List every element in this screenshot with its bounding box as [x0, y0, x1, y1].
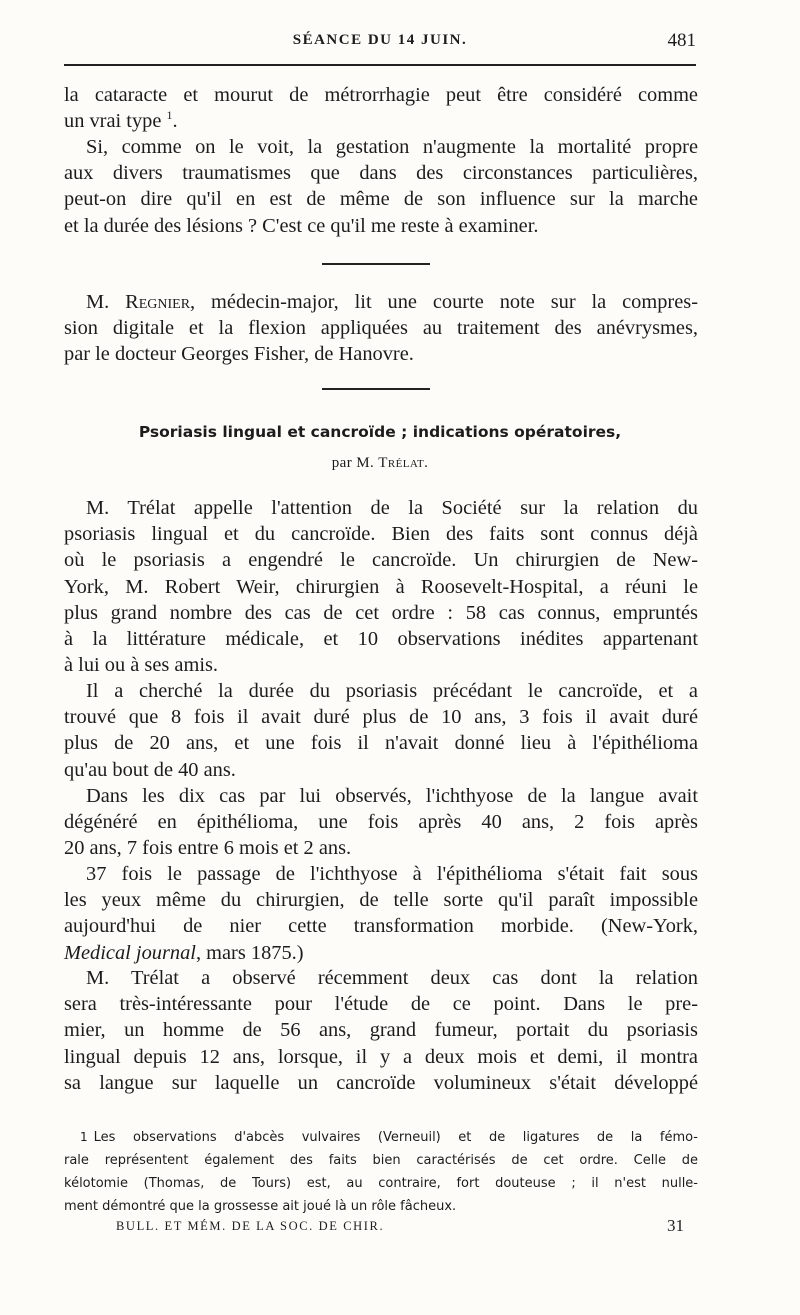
printer-signature: 31: [667, 1216, 684, 1235]
section-paragraph-2: [64, 678, 698, 783]
text-line: plus de 20 ans, et une fois il n'avait donné lieu à l'épithélioma: [64, 732, 698, 755]
text-line: 20 ans, 7 fois entre 6 mois et 2 ans.: [64, 837, 352, 860]
text-line: à lui ou à ses amis.: [64, 654, 219, 677]
text-line: [64, 940, 698, 966]
text-fragment: , mars 1875.): [195, 941, 304, 964]
text-line: York, M. Robert Weir, chirurgien à Roosevelt-Hospital, a réuni le: [64, 575, 698, 598]
text-fragment: .: [424, 455, 429, 471]
text-line: Il a cherché la durée du psoriasis précédant le cancroïde, et a: [86, 680, 698, 702]
footnote-line: [80, 1126, 698, 1149]
text-line: M. Trélat a observé récemment deux cas dont la relation: [86, 967, 698, 989]
text-line: M. Trélat appelle l'attention de la Société sur la relation du: [86, 497, 698, 519]
text-line: [64, 289, 698, 315]
text-line: [64, 108, 698, 134]
section-paragraph-4: [64, 861, 698, 966]
text-line: Si, comme on le voit, la gestation n'augmente la mortalité propre: [86, 136, 698, 158]
text-fragment: par M.: [331, 455, 379, 471]
text-line: lingual depuis 12 ans, lorsque, il y a deux mois et demi, il montra: [64, 1045, 698, 1068]
footnote: [64, 1126, 698, 1218]
text-line: psoriasis lingual et du cancroïde. Bien des faits sont connus déjà: [64, 523, 698, 546]
text-line: sera très-intéressante pour l'étude de ce point. Dans le pre-: [64, 993, 698, 1016]
text-line: à la littérature médicale, et 10 observations inédites appartenant: [64, 628, 698, 651]
section-paragraph-5: [64, 965, 698, 1096]
text-line: où le psoriasis a engendré le cancroïde. Un chirurgien de New-: [64, 549, 698, 572]
intro-paragraph-2: [64, 134, 698, 239]
intro-paragraph-1: [64, 82, 698, 134]
header-rule: [64, 64, 696, 66]
text-line: les yeux même du chirurgien, de telle sorte qu'il paraît impossible: [64, 889, 698, 912]
journal-title: Medical journal: [64, 941, 196, 964]
footnote-line: kélotomie (Thomas, de Tours) est, au contraire, fort douteuse ; il n'est nulle-: [64, 1176, 698, 1191]
text-line: par le docteur Georges Fisher, de Hanovre.: [64, 343, 414, 366]
text-fragment: , médecin-major, lit une courte note sur la compres-: [190, 291, 698, 313]
text-line: dégénéré en épithélioma, une fois après 40 ans, 2 fois après: [64, 811, 698, 834]
running-title: SÉANCE DU 14 JUIN.: [292, 32, 468, 48]
footnote-ref[interactable]: 1: [166, 108, 173, 123]
section-paragraph-1: [64, 495, 698, 678]
text-fragment: un vrai type: [64, 110, 162, 133]
regnier-note: [64, 289, 698, 368]
footnote-marker: 1: [80, 1130, 88, 1144]
footnote-line: rale représentent également des faits bien caractérisés de cet ordre. Celle de: [64, 1153, 698, 1168]
section-title: Psoriasis lingual et cancroïde ; indications opératoires,: [138, 423, 622, 441]
section-byline: [64, 455, 696, 472]
text-line: plus grand nombre des cas de cet ordre : 58 cas connus, empruntés: [64, 601, 698, 624]
text-line: mier, un homme de 56 ans, grand fumeur, portait du psoriasis: [64, 1019, 698, 1042]
author-name: Trélat: [378, 455, 425, 471]
text-line: sa langue sur laquelle un cancroïde volumineux s'était développé: [64, 1071, 698, 1094]
text-line: aux divers traumatismes que dans des circonstances particulières,: [64, 162, 698, 185]
journal-footer: BULL. ET MÉM. DE LA SOC. DE CHIR.: [116, 1219, 385, 1233]
text-line: aujourd'hui de nier cette transformation morbide. (New-York,: [64, 915, 698, 938]
text-line: trouvé que 8 fois il avait duré plus de 10 ans, 3 fois il avait duré: [64, 706, 698, 729]
text-fragment: .: [172, 110, 178, 133]
running-head: [64, 30, 696, 54]
page-number: 481: [667, 30, 696, 51]
text-line: qu'au bout de 40 ans.: [64, 758, 236, 781]
section-divider: [322, 263, 430, 265]
text-line: la cataracte et mourut de métrorrhagie peut être considéré comme: [64, 84, 698, 106]
text-line: sion digitale et la flexion appliquées au traitement des anévrysmes,: [64, 317, 698, 340]
speaker-name: M. Regnier: [86, 291, 191, 313]
text-line: 37 fois le passage de l'ichthyose à l'épithélioma s'était fait sous: [86, 863, 698, 885]
text-line: Dans les dix cas par lui observés, l'ichthyose de la langue avait: [86, 785, 698, 807]
text-fragment: Les observations d'abcès vulvaires (Verneuil) et de ligatures de la fémo-: [93, 1130, 698, 1145]
footnote-line: ment démontré que la grossesse ait joué là un rôle fâcheux.: [64, 1199, 457, 1214]
text-line: peut-on dire qu'il en est de même de son influence sur la marche: [64, 188, 698, 211]
text-line: et la durée des lésions ? C'est ce qu'il me reste à examiner.: [64, 214, 539, 237]
section-paragraph-3: [64, 783, 698, 862]
section-divider: [322, 388, 430, 390]
